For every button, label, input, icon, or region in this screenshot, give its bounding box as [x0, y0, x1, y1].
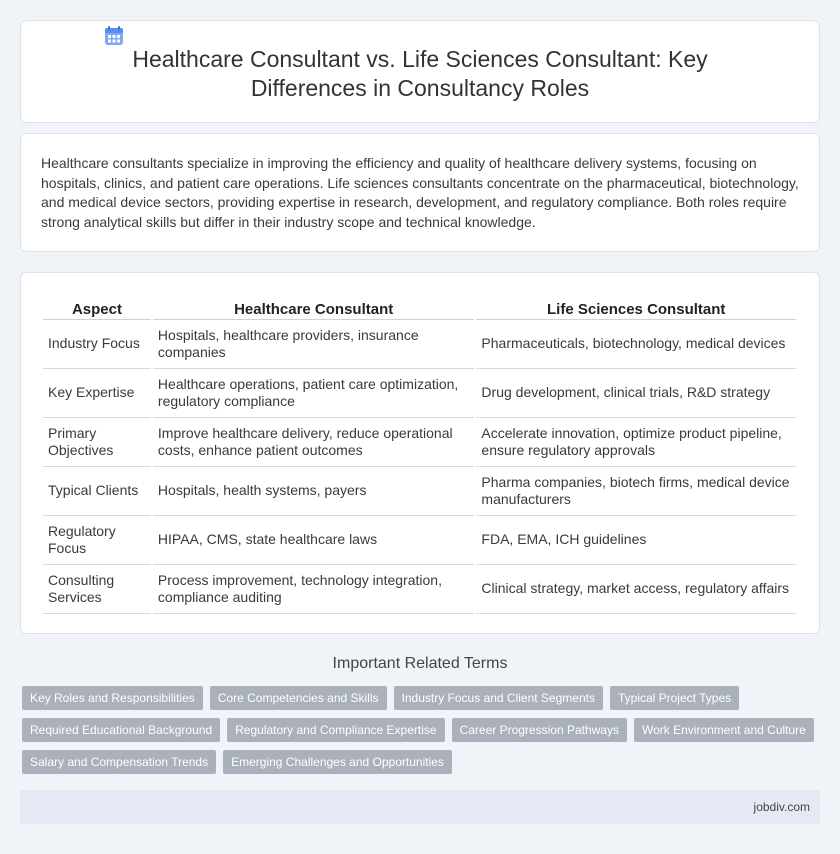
comparison-card	[20, 272, 820, 634]
related-term-tag[interactable]: Regulatory and Compliance Expertise	[227, 718, 444, 742]
comparison-table	[41, 295, 798, 614]
healthcare-cell: Improve healthcare delivery, reduce operational costs, enhance patient outcomes	[153, 418, 475, 467]
calendar-icon	[103, 25, 125, 47]
title-card	[20, 20, 820, 123]
tag-row	[22, 750, 822, 774]
related-term-tag[interactable]: Typical Project Types	[610, 686, 739, 710]
table-row	[43, 418, 796, 467]
footer-site-link[interactable]: jobdiv.com	[753, 800, 810, 814]
aspect-cell: Primary Objectives	[43, 418, 151, 467]
page-title: Healthcare Consultant vs. Life Sciences Consultant: Key Differences in Consultancy Roles	[132, 46, 708, 101]
healthcare-cell: Healthcare operations, patient care optimization, regulatory compliance	[153, 369, 475, 418]
life-sciences-cell: Accelerate innovation, optimize product pipeline, ensure regulatory approvals	[476, 418, 796, 467]
related-term-tag[interactable]: Industry Focus and Client Segments	[394, 686, 603, 710]
tag-row	[22, 718, 822, 742]
healthcare-cell: Process improvement, technology integration, compliance auditing	[153, 565, 475, 614]
related-term-tag[interactable]: Key Roles and Responsibilities	[22, 686, 203, 710]
related-term-tag[interactable]: Work Environment and Culture	[634, 718, 814, 742]
aspect-cell: Key Expertise	[43, 369, 151, 418]
table-header-row	[43, 295, 796, 320]
related-terms-title: Important Related Terms	[332, 655, 508, 672]
header-aspect: Aspect	[43, 295, 151, 320]
related-term-tag[interactable]: Career Progression Pathways	[452, 718, 627, 742]
header-healthcare-consultant: Healthcare Consultant	[153, 295, 475, 320]
healthcare-cell: Hospitals, healthcare providers, insurance companies	[153, 320, 475, 369]
life-sciences-cell: FDA, EMA, ICH guidelines	[476, 516, 796, 565]
footer	[20, 790, 820, 824]
life-sciences-cell: Clinical strategy, market access, regulatory affairs	[476, 565, 796, 614]
healthcare-cell: Hospitals, health systems, payers	[153, 467, 475, 516]
table-row	[43, 369, 796, 418]
intro-paragraph: Healthcare consultants specialize in improving the efficiency and quality of healthcare delivery systems, focusing on hospitals, clinics, and patient care operations. Life sciences consultants concentrate on the pharmaceutical, biotechnology, and medical device sectors, providing expertise in research, development, and regulatory compliance. Both roles require strong analytical skills but differ in their industry scope and technical knowledge.	[41, 155, 799, 230]
table-row	[43, 467, 796, 516]
life-sciences-cell: Pharma companies, biotech firms, medical device manufacturers	[476, 467, 796, 516]
life-sciences-cell: Drug development, clinical trials, R&D strategy	[476, 369, 796, 418]
aspect-cell: Industry Focus	[43, 320, 151, 369]
related-terms-list	[22, 686, 822, 782]
aspect-cell: Typical Clients	[43, 467, 151, 516]
related-term-tag[interactable]: Emerging Challenges and Opportunities	[223, 750, 452, 774]
healthcare-cell: HIPAA, CMS, state healthcare laws	[153, 516, 475, 565]
table-row	[43, 565, 796, 614]
table-row	[43, 516, 796, 565]
tag-row	[22, 686, 822, 710]
table-row	[43, 320, 796, 369]
intro-card	[20, 133, 820, 252]
aspect-cell: Consulting Services	[43, 565, 151, 614]
life-sciences-cell: Pharmaceuticals, biotechnology, medical devices	[476, 320, 796, 369]
related-term-tag[interactable]: Salary and Compensation Trends	[22, 750, 216, 774]
aspect-cell: Regulatory Focus	[43, 516, 151, 565]
related-term-tag[interactable]: Core Competencies and Skills	[210, 686, 387, 710]
header-life-sciences-consultant: Life Sciences Consultant	[476, 295, 796, 320]
related-term-tag[interactable]: Required Educational Background	[22, 718, 220, 742]
